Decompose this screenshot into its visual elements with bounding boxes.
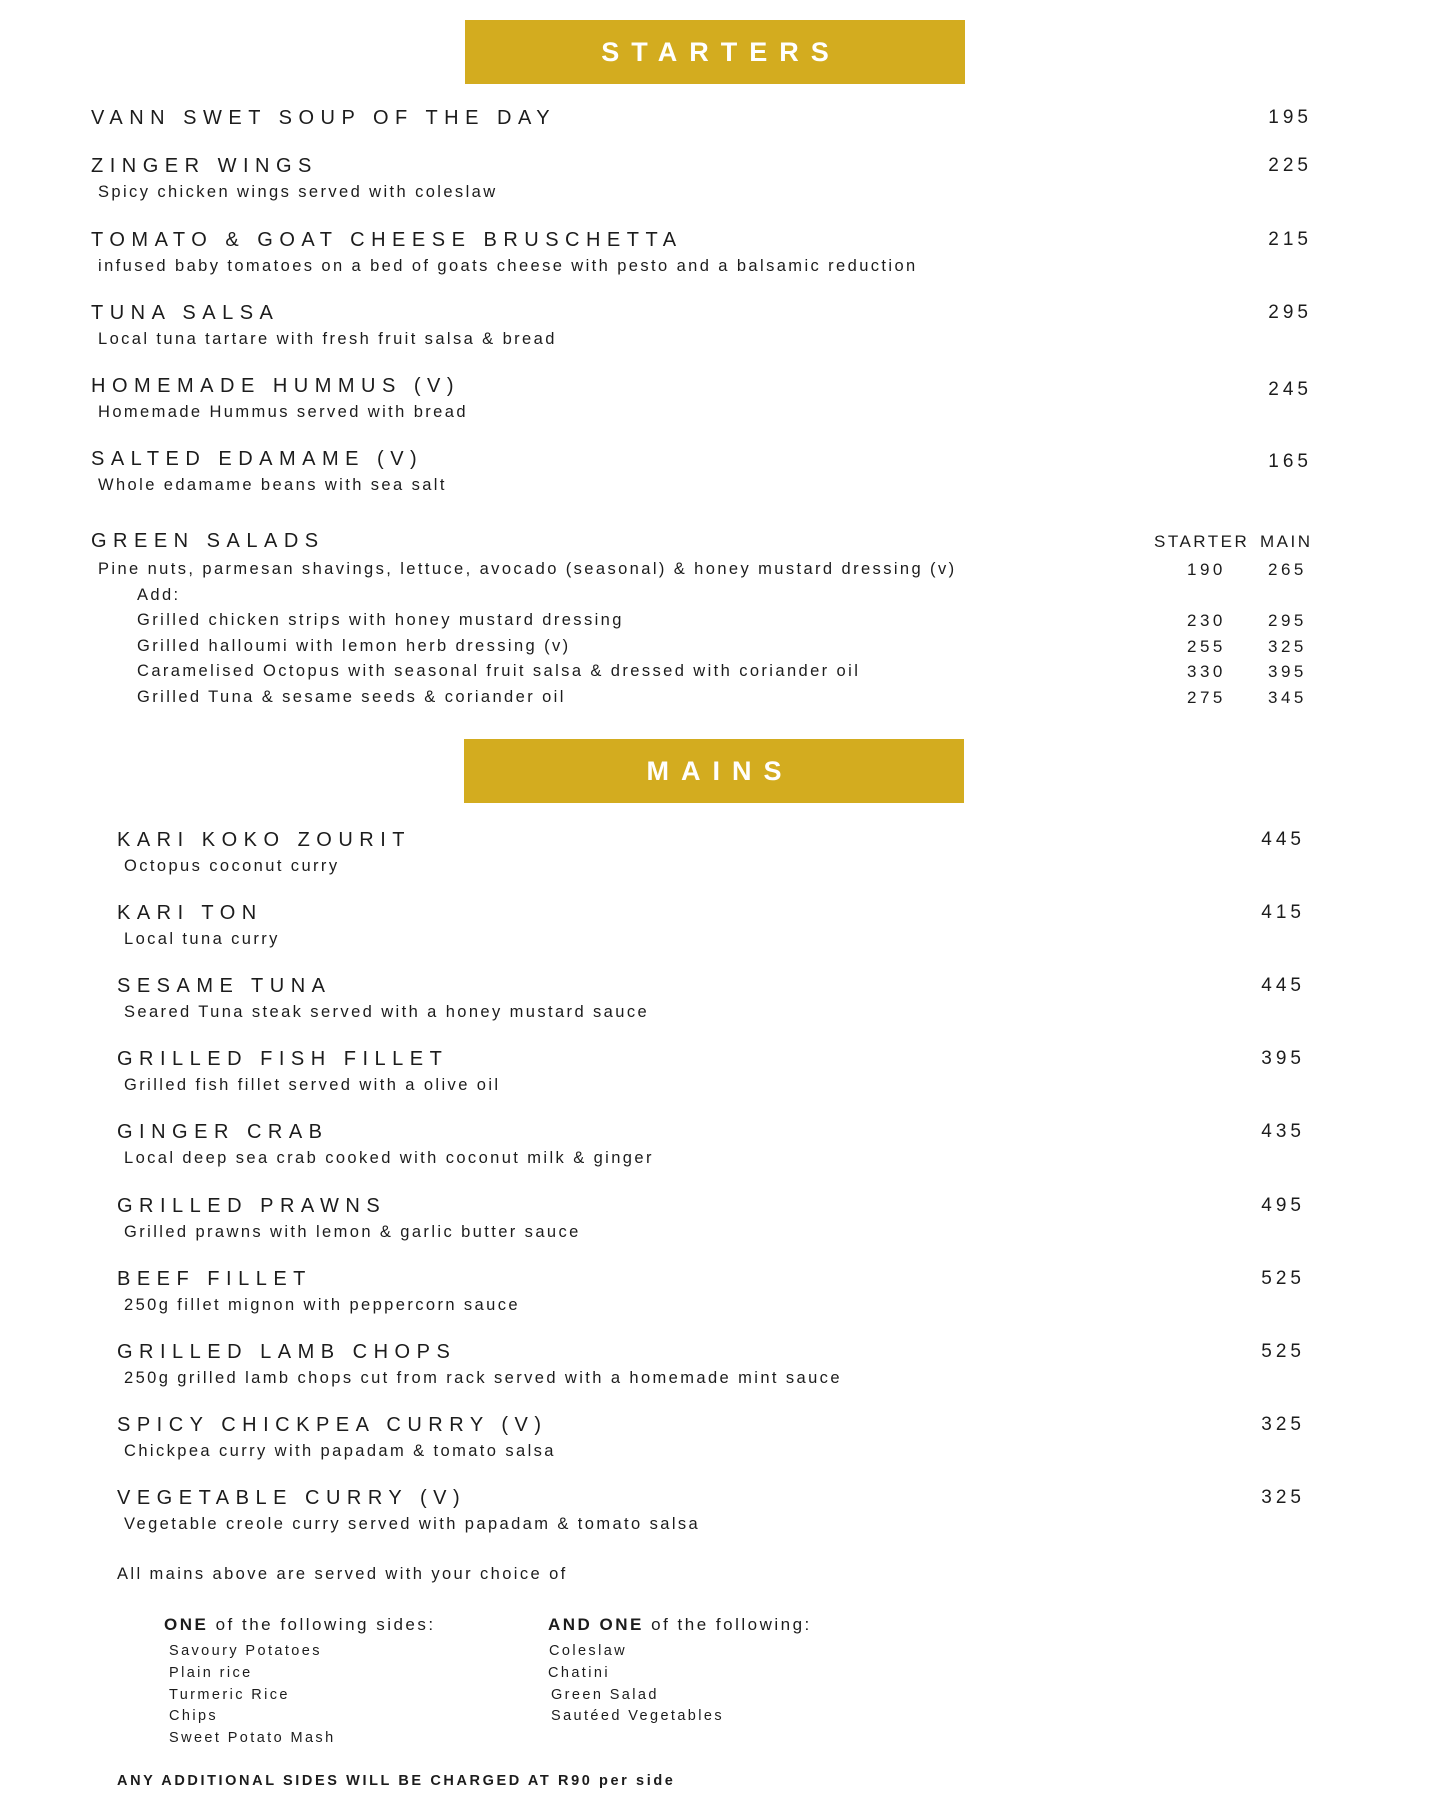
sides-b-heading [548,1615,812,1635]
item-name: SPICY CHICKPEA CURRY (V) [117,1414,548,1436]
side-item: Sautéed Vegetables [551,1708,725,1724]
item-price: 195 [1268,107,1312,128]
menu-item [0,1120,1440,1180]
salads-add-label: Add: [137,586,181,604]
column-header-starter: STARTER [1154,532,1250,551]
item-description: Grilled fish fillet served with a olive oil [124,1076,501,1094]
side-item: Green Salad [551,1687,659,1703]
item-name: HOMEMADE HUMMUS (V) [91,375,461,397]
salad-addon-starter-price: 230 [1187,611,1226,630]
salad-addon-main-price: 345 [1268,688,1307,707]
item-name: GRILLED FISH FILLET [117,1048,449,1070]
side-item: Sweet Potato Mash [169,1730,336,1746]
mains-banner [464,739,964,803]
menu-item [0,228,1440,288]
item-price: 325 [1261,1414,1305,1435]
menu-item [0,1340,1440,1400]
item-price: 435 [1261,1121,1305,1142]
starters-title: STARTERS [601,36,841,67]
sides-a-heading-rest: of the following sides: [208,1615,436,1634]
mains-title: MAINS [646,755,794,786]
item-price: 525 [1261,1268,1305,1289]
salad-addon-starter-price: 275 [1187,688,1226,707]
item-name: KARI KOKO ZOURIT [117,829,412,851]
salads-description: Pine nuts, parmesan shavings, lettuce, avocado (seasonal) & honey mustard dressing (v) [98,560,957,578]
menu-item [0,301,1440,361]
item-description: infused baby tomatoes on a bed of goats cheese with pesto and a balsamic reduction [98,257,918,275]
menu-item [0,1047,1440,1107]
item-description: Seared Tuna steak served with a honey mustard sauce [124,1003,650,1021]
item-price: 295 [1268,302,1312,323]
item-description: Grilled prawns with lemon & garlic butter sauce [124,1223,581,1241]
salad-addon: Grilled Tuna & sesame seeds & coriander oil [137,688,566,706]
salad-addon-starter-price: 330 [1187,662,1226,681]
sides-a-heading-bold: ONE [164,1615,209,1634]
menu-item [0,374,1440,434]
salad-addon-starter-price: 255 [1187,637,1226,656]
item-description: Whole edamame beans with sea salt [98,476,447,494]
item-name: ZINGER WINGS [91,155,318,177]
item-name: BEEF FILLET [117,1268,312,1290]
item-price: 245 [1268,379,1312,400]
item-description: Vegetable creole curry served with papadam & tomato salsa [124,1515,701,1533]
item-description: Local tuna curry [124,930,280,948]
menu-item [0,1267,1440,1327]
menu-item [0,1413,1440,1473]
menu-item [0,901,1440,961]
salad-addon-main-price: 295 [1268,611,1307,630]
side-item: Plain rice [169,1665,253,1681]
item-name: VANN SWET SOUP OF THE DAY [91,107,557,129]
menu-item [0,1486,1440,1546]
item-name: TOMATO & GOAT CHEESE BRUSCHETTA [91,229,683,251]
sides-a-heading [164,1615,436,1635]
item-price: 165 [1268,451,1312,472]
item-price: 445 [1261,975,1305,996]
item-price: 225 [1268,155,1312,176]
item-name: TUNA SALSA [91,302,280,324]
starters-banner [465,20,965,84]
item-price: 495 [1261,1195,1305,1216]
item-price: 395 [1261,1048,1305,1069]
item-price: 325 [1261,1487,1305,1508]
item-price: 415 [1261,902,1305,923]
menu-item [0,974,1440,1034]
item-name: GRILLED PRAWNS [117,1195,387,1217]
side-item: Coleslaw [549,1643,628,1659]
item-description: Spicy chicken wings served with coleslaw [98,183,498,201]
sides-b-heading-bold: AND ONE [548,1615,644,1634]
additional-sides-note: ANY ADDITIONAL SIDES WILL BE CHARGED AT R90 per side [117,1773,676,1789]
column-header-main: MAIN [1260,532,1313,551]
item-name: GINGER CRAB [117,1121,329,1143]
item-description: Octopus coconut curry [124,857,340,875]
item-name: VEGETABLE CURRY (V) [117,1487,467,1509]
side-item: Turmeric Rice [169,1687,290,1703]
item-price: 525 [1261,1341,1305,1362]
menu-item [0,828,1440,888]
sides-b-heading-rest: of the following: [643,1615,812,1634]
salad-addon: Caramelised Octopus with seasonal fruit salsa & dressed with coriander oil [137,662,861,680]
item-description: 250g fillet mignon with peppercorn sauce [124,1296,520,1314]
side-item: Savoury Potatoes [169,1643,322,1659]
item-description: Chickpea curry with papadam & tomato salsa [124,1442,556,1460]
item-name: KARI TON [117,902,263,924]
item-name: GRILLED LAMB CHOPS [117,1341,457,1363]
salad-addon-main-price: 325 [1268,637,1307,656]
item-description: Local deep sea crab cooked with coconut milk & ginger [124,1149,654,1167]
menu-item [0,1194,1440,1254]
salad-addon-main-price: 395 [1268,662,1307,681]
item-description: 250g grilled lamb chops cut from rack served with a homemade mint sauce [124,1369,842,1387]
item-price: 445 [1261,829,1305,850]
mains-note: All mains above are served with your choice of [117,1565,568,1583]
salads-main-price: 265 [1268,560,1307,579]
side-item: Chips [169,1708,219,1724]
side-item: Chatini [548,1665,610,1681]
salad-addon: Grilled chicken strips with honey mustard dressing [137,611,624,629]
salads-starter-price: 190 [1187,560,1226,579]
item-description: Homemade Hummus served with bread [98,403,468,421]
item-description: Local tuna tartare with fresh fruit salsa & bread [98,330,557,348]
item-name: SESAME TUNA [117,975,332,997]
item-price: 215 [1268,229,1312,250]
menu-item [0,154,1440,214]
salad-addon: Grilled halloumi with lemon herb dressing (v) [137,637,571,655]
menu-item [0,447,1440,507]
item-name: SALTED EDAMAME (V) [91,448,424,470]
salads-name: GREEN SALADS [91,530,325,552]
